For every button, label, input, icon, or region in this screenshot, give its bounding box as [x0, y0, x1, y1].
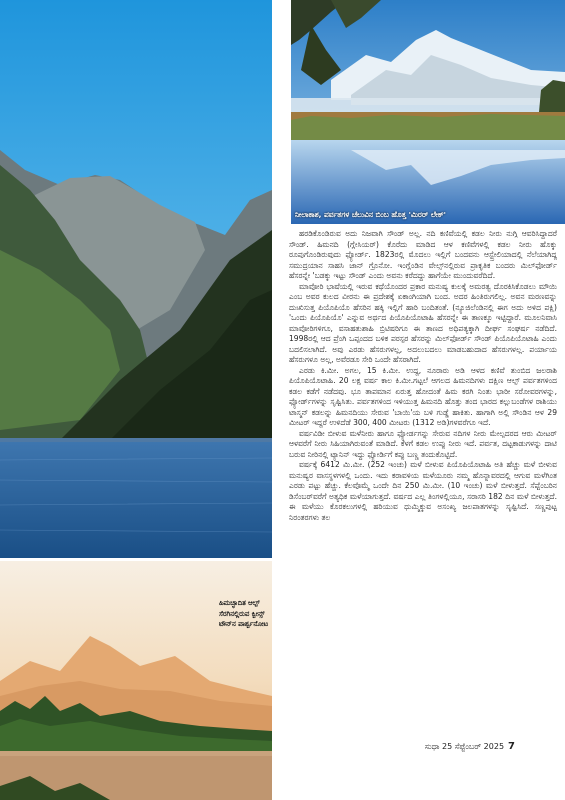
- page-footer: [425, 741, 515, 752]
- article-paragraph: ವರ್ಷವಿಡೀ ಬೀಳುವ ಮಳೆನೀರು ಹಾಗೂ ಫ್ಯೋರ್ಡಗನ್ನು ಸೇರುವ ನದಿಗಳ ನೀರು ಮೇಲ್ಪದರದ ಆರು ಮೀಟರ್ ಆಳವರೆಗೆ ನೀರು ಸಿಹಿಯಾಗಿರುವಂತೆ ಮಾಡಿದೆ. ಕೆಳಗೆ ಕಡಲ ಉಪ್ಪು ನೀರು ಇದೆ. ಪರ್ವತ, ದಟ್ಟಕಾಡುಗಳನ್ನು ದಾಟಿ ಬರುವ ನೀರಿನಲ್ಲಿ ಟ್ಯಾನಿನ್ ಇದ್ದು ಫ್ಯೋರ್ಡಿಗೆ ಕಪ್ಪು ಬಣ್ಣ ತಂದುಕೊಟ್ಟಿದೆ.: [289, 428, 557, 459]
- article-paragraph: ಹರಡಿಕೊಂಡಿರುವ ಅದು ನಿಜವಾಗಿ ಸೌಂಡ್ ಅಲ್ಲ. ನದಿ ಕಣಿವೆಯಲ್ಲಿ ಕಡಲ ನೀರು ನುಗ್ಗಿ ಆವರಿಸಿದ್ದಾದರೆ ಸೌಂಡ್. ಹಿಮನದಿ (ಗ್ಲೇಸಿಯರ್) ಕೊರೆದು ಮಾಡಿದ ಆಳ ಕಣಿವೆಗಳಲ್ಲಿ ಕಡಲ ನೀರು ಹೊಕ್ಕು ರೂಪುಗೊಂಡಿರುವುದು ಫ್ಯೋರ್ಡ್. 1823ರಲ್ಲಿ ಮೊದಲು ಇಲ್ಲಿಗೆ ಬಂದವನು ಆಸ್ಟ್ರೇಲಿಯಾದಲ್ಲಿ ನೆಲೆಯಾಗಿದ್ದ ಸಮುದ್ರಯಾನ ಸಾಹಸಿ ಜಾನ್ ಗ್ರೊನೋ. ಇಂಗ್ಲೆಂಡಿನ ವೇಲ್ಸ್‌ನಲ್ಲಿರುವ ಪ್ರಾಕೃತಿಕ ಬಂದರು ಮಿಲ್‌ಫೋರ್ಡ್ ಹೆಸರನ್ನೇ 'ಬಡಕ್ಕು ಇಟ್ಟು ಸೌಂಡ್ ಎಂದು ಅವನು ಕರೆದದ್ದು ಹಾಗೆಯೇ ಮುಂದುವರೆದಿದೆ.: [289, 229, 557, 281]
- mirror-lake-photo: [291, 0, 565, 224]
- publication-date: ಸುಧಾ 25 ಸೆಪ್ಟೆಂಬರ್ 2025: [424, 742, 505, 751]
- article-paragraph: ಮಾವೋರಿ ಭಾಷೆಯಲ್ಲಿ ಇರುವ ಕಥೆಯೊಂದರ ಪ್ರಕಾರ ಮನುಷ್ಯ ಕುಲಕ್ಕೆ ಅಮರತ್ವ ದೊರಕಿಸಿಕೊಡಲು ಮೌಯಿ ಎಂಬ ಅವರ ಕುಲದ ವೀರನು ಈ ಪ್ರದೇಶಕ್ಕೆ ಏಕಾಂಗಿಯಾಗಿ ಬಂದ. ಅದರ ಹಿಂತಿರುಗಲಿಲ್ಲ. ಅವನ ಮರಣವನ್ನು ದುಃಖಿಸುತ್ತ ಪಿಯೊಪಿಯೊ ಹೆಸರಿನ ಹಕ್ಕಿ ಇಲ್ಲಿಗೆ ಹಾರಿ ಬಂದಿತಂತೆ. (ನ್ಯೂಜಿಲೆಂಡಿನಲ್ಲಿ ಈಗ ಅದು ಅಳಿದ ಪಕ್ಷಿ) 'ಒಂದು ಪಿಯೊಪಿಯೊ' ಎನ್ನುವ ಅರ್ಥದ ಪಿಯೊಪಿಯೊಟಾಹಿ ಹೆಸರನ್ನೇ ಈ ತಾಣಕ್ಕೂ ಇಟ್ಟಿದ್ದಾರೆ. ಮೂಲನಿವಾಸಿ ಮಾವೋರಿಗಳಿಗೂ, ವಸಾಹತುಶಾಹಿ ಬ್ರಿಟಿಷರಿಗೂ ಈ ತಾಣದ ಅಧಿಪತ್ಯಕ್ಕಾಗಿ ದೀರ್ಘ ಸಂಘರ್ಷ ನಡೆದಿದೆ. 1998ರಲ್ಲಿ ಆದ ಪ್ರೆಂಗಿ ಒಪ್ಪಂದದ ಬಳಿಕ ಪರಸ್ಪರ ಹೆಸರನ್ನು ಮಿಲ್‌ಫೋರ್ಡ್ ಸೌಂಡ್ ಪಿಯೊಪಿಯೊಟಾಹಿ ಎಂದು ಬದಲಿಸಲಾಗಿದೆ. ಅವು ಎರಡು ಹೆಸರುಗಳಲ್ಲ, ಅದಲುಬದಲು ಮಾಡಬಹುದಾದ ಹೆಸರುಗಳಲ್ಲ. ಪರ್ಯಾಯ ಹೆಸರುಗಳೂ ಅಲ್ಲ, ಅವೆರಡೂ ಸೇರಿ ಒಂದೇ ಹೆಸರಾಗಿದೆ.: [289, 281, 557, 365]
- article-paragraph: ವರ್ಷಕ್ಕೆ 6412 ಮಿ.ಮೀ. (252 ಇಂಚು) ಮಳೆ ಬೀಳುವ ಪಿಯೊಪಿಯೊಟಾಹಿ ಅತಿ ಹೆಚ್ಚು ಮಳೆ ಬೀಳುವ ಮನುಷ್ಯರ ವಾಸಸ್ಥಳಗಳಲ್ಲಿ ಒಂದು. ಇದು ಕರಾವಳಿಯ ಮಳೆಯೂರು ನಮ್ಮ ಹೊನ್ನಾವರದಲ್ಲಿ ಆಗುವ ಮಳೆಗಿಂತ ಎರಡು ಪಟ್ಟು ಹೆಚ್ಚು. ಕೆಲವೊಮ್ಮೆ ಒಂದೇ ದಿನ 250 ಮಿ.ಮೀ. (10 ಇಂಚು) ಮಳೆ ಬೀಳುತ್ತದೆ. ಸೆಪ್ಟೆಂಬರಿನ ಡಿಸೆಂಬರ್‌ವರೆಗೆ ಅತ್ಯಧಿಕ ಮಳೆಯಾಗುತ್ತದೆ. ವರ್ಷದ ಎಲ್ಲ ತಿಂಗಳಲ್ಲಿಯೂ, ಸರಾಸರಿ 182 ದಿನ ಮಳೆ ಬೀಳುತ್ತದೆ. ಈ ಮಳೆಯು ಕೊರಕಲುಗಳಲ್ಲಿ ಹರಿಯುವ ಧುಮ್ಮಿಕ್ಕುವ ಅಸಂಖ್ಯ ಜಲಪಾತಗಳನ್ನು ಸೃಷ್ಟಿಸಿದೆ. ಸಣ್ಣಪುಟ್ಟ ನಿರಂತರಗಳು ತಲ: [289, 460, 557, 522]
- queenstown-caption: ಹಿಮಚ್ಛಾದಿತ ಆಲ್ಪ್ ಸೆರಗಿನಲ್ಲಿರುವ ಕ್ವೀನ್ಸ್ ಟೌನ್‌ನ ಪಾರ್ಶ್ವನೋಟ: [219, 599, 269, 628]
- fjord-photo: [0, 0, 272, 558]
- mirror-lake-caption: ನೀಲಾಕಾಶ, ಪರ್ವತಗಳ ಚೆಲುವಿನ ಬಿಂಬ ಹೊತ್ತ 'ಮಿರರ್ ಲೇಕ್': [295, 210, 446, 219]
- queenstown-lake-photo: [0, 561, 272, 800]
- article-body: [289, 229, 557, 523]
- page-number: 7: [508, 741, 515, 752]
- article-paragraph: ಎರಡು ಕಿ.ಮೀ. ಅಗಲ, 15 ಕಿ.ಮೀ. ಉದ್ದ, ನೂರಾರು ಅಡಿ ಆಳದ ಕಣಿವೆ ತುಂಬಿದ ಜಲರಾಶಿ ಪಿಯೊಪಿಯೊಟಾಹಿ. 20 ಲಕ್ಷ ವರ್ಷ ಕಾಲ ಕಿ.ಮೀ.ಗಟ್ಟಲೆ ಆಗಲದ ಹಿಮನದಿಗಳು ದಕ್ಷಿಣ ಆಲ್ಪ್ ಪರ್ವತಗಳಿಂದ ಕಡಲ ಕಡೆಗೆ ನಡೆದವು. ಭೂ ತಾಪಮಾನ ಏರುತ್ತ ಹೋದಂತೆ ಹಿಮ ಕರಗಿ ನಿಂತು ಭಾರೀ ಸರೋವರಗಳನ್ನು, ಫ್ಯೋರ್ಡ್‌ಗಳನ್ನು ಸೃಷ್ಟಿಸಿತು. ಪರ್ವತಗಳಿಂದ ಇಳಿಯುತ್ತ ಹಿಮನದಿ ಹೊತ್ತು ತಂದ ಭಾರದ ಕಲ್ಲುಬಂಡೆಗಳ ರಾಶಿಯು ಟಾಸ್ಮನ್ ಕಡಲನ್ನು ಹಿಮನದಿಯು ಸೇರುವ 'ಬಾಯಿ'ಯ ಬಳಿ ಗುಡ್ಡೆ ಹಾಕಿತು. ಹಾಗಾಗಿ ಅಲ್ಲಿ ಸೌಂಡಿನ ಆಳ 29 ಮೀಟರ್ ಇದ್ದರೆ ಉಳಿದೆಡೆ 300, 400 ಮೀಟರು (1312 ಅಡಿ)ಗಳವರೆಗೂ ಇದೆ.: [289, 365, 557, 428]
